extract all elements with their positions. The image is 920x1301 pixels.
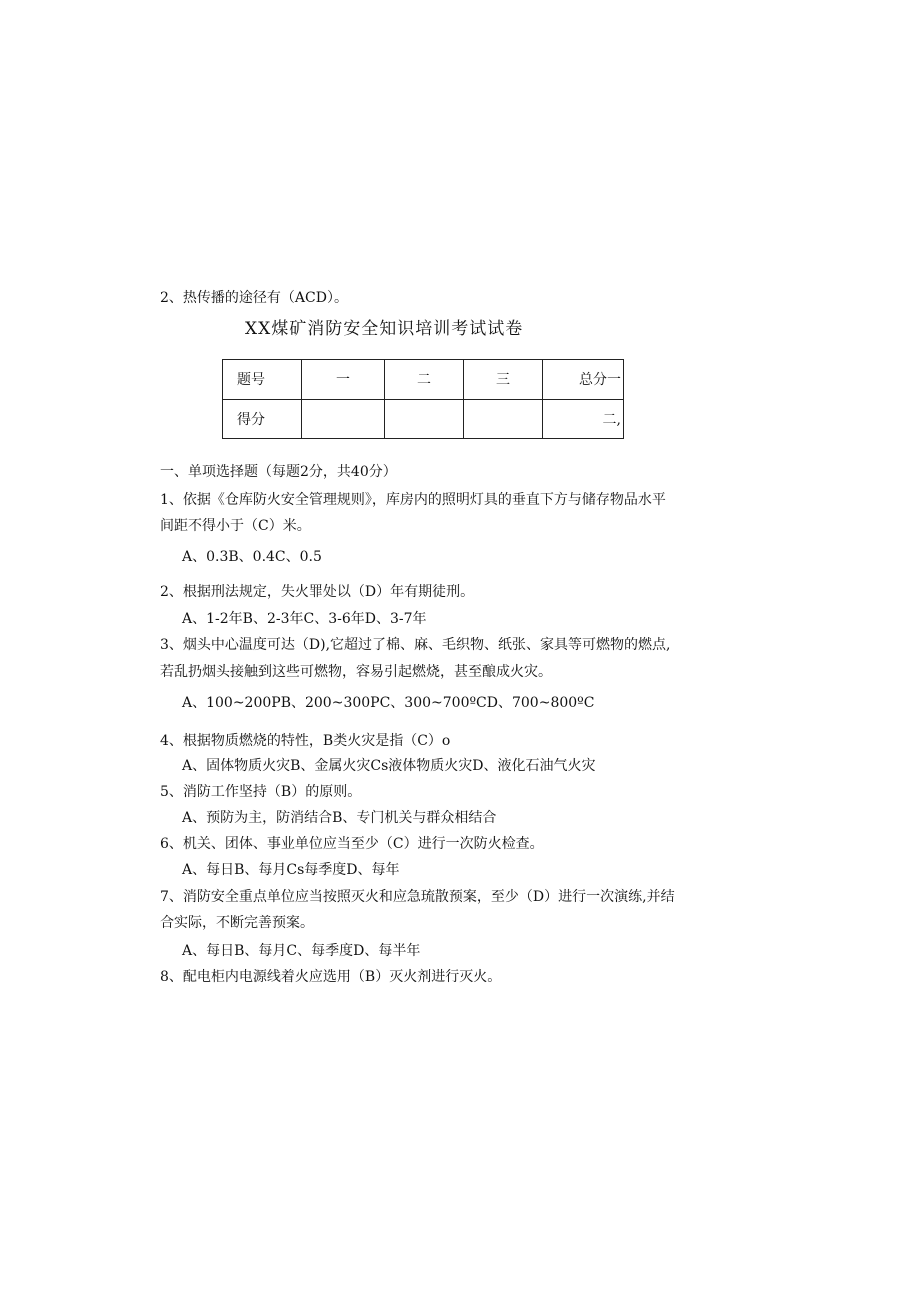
answer-options: A、每日B、每月C、每季度D、每半年	[182, 943, 421, 959]
answer-options: A、预防为主，防消结合B、专门机关与群众相结合	[182, 810, 497, 826]
score-table-score-row	[223, 399, 624, 439]
question-line: 若乱扔烟头接触到这些可燃物，容易引起燃烧，甚至酿成火灾。	[160, 664, 552, 680]
score-cell: 二,	[543, 399, 624, 439]
page-title: XX煤矿消防安全知识培训考试试卷	[245, 319, 524, 339]
score-header-cell: 总分一	[543, 360, 624, 400]
answer-options: A、0.3B、0.4C、0.5	[182, 549, 322, 565]
score-table-header-row	[223, 360, 624, 400]
score-header-cell: 三	[464, 360, 543, 400]
section-heading: 一、单项选择题（每题2分，共40分）	[160, 464, 397, 480]
answer-options: A、100~200PB、200~300PC、300~700ºCD、700~800ºC	[182, 695, 595, 711]
question-line: 合实际，不断完善预案。	[160, 915, 314, 931]
question-line: 8、配电柜内电源线着火应选用（B）灭火剂进行灭火。	[160, 969, 502, 985]
score-table	[222, 359, 624, 439]
score-cell: 得分	[223, 399, 302, 439]
answer-options: A、每日B、每月Cs每季度D、每年	[182, 862, 400, 878]
score-cell	[464, 399, 543, 439]
score-header-cell: 一	[302, 360, 385, 400]
score-cell	[385, 399, 464, 439]
answer-options: A、1-2年B、2-3年C、3-6年D、3-7年	[182, 611, 427, 627]
score-cell	[302, 399, 385, 439]
question-line: 1、依据《仓库防火安全管理规则》，库房内的照明灯具的垂直下方与储存物品水平	[160, 492, 666, 508]
question-line: 5、消防工作坚持（B）的原则。	[160, 784, 362, 800]
header-line: 2、热传播的途径有（ACD）。	[160, 290, 348, 306]
score-header-cell: 题号	[223, 360, 302, 400]
question-line: 间距不得小于（C）米。	[160, 518, 311, 534]
question-line: 7、消防安全重点单位应当按照灭火和应急琉散预案，至少（D）进行一次演练,并结	[160, 889, 675, 905]
question-line: 4、根据物质燃烧的特性，B类火灾是指（C）o	[160, 733, 451, 749]
question-line: 3、烟头中心温度可达（D),它超过了棉、麻、毛织物、纸张、家具等可燃物的燃点,	[160, 637, 671, 653]
score-header-cell: 二	[385, 360, 464, 400]
answer-options: A、固体物质火灾B、金属火灾Cs液体物质火灾D、液化石油气火灾	[182, 758, 596, 774]
question-line: 6、机关、团体、事业单位应当至少（C）进行一次防火检查。	[160, 836, 544, 852]
question-line: 2、根据刑法规定，失火罪处以（D）年有期徒刑。	[160, 584, 475, 600]
